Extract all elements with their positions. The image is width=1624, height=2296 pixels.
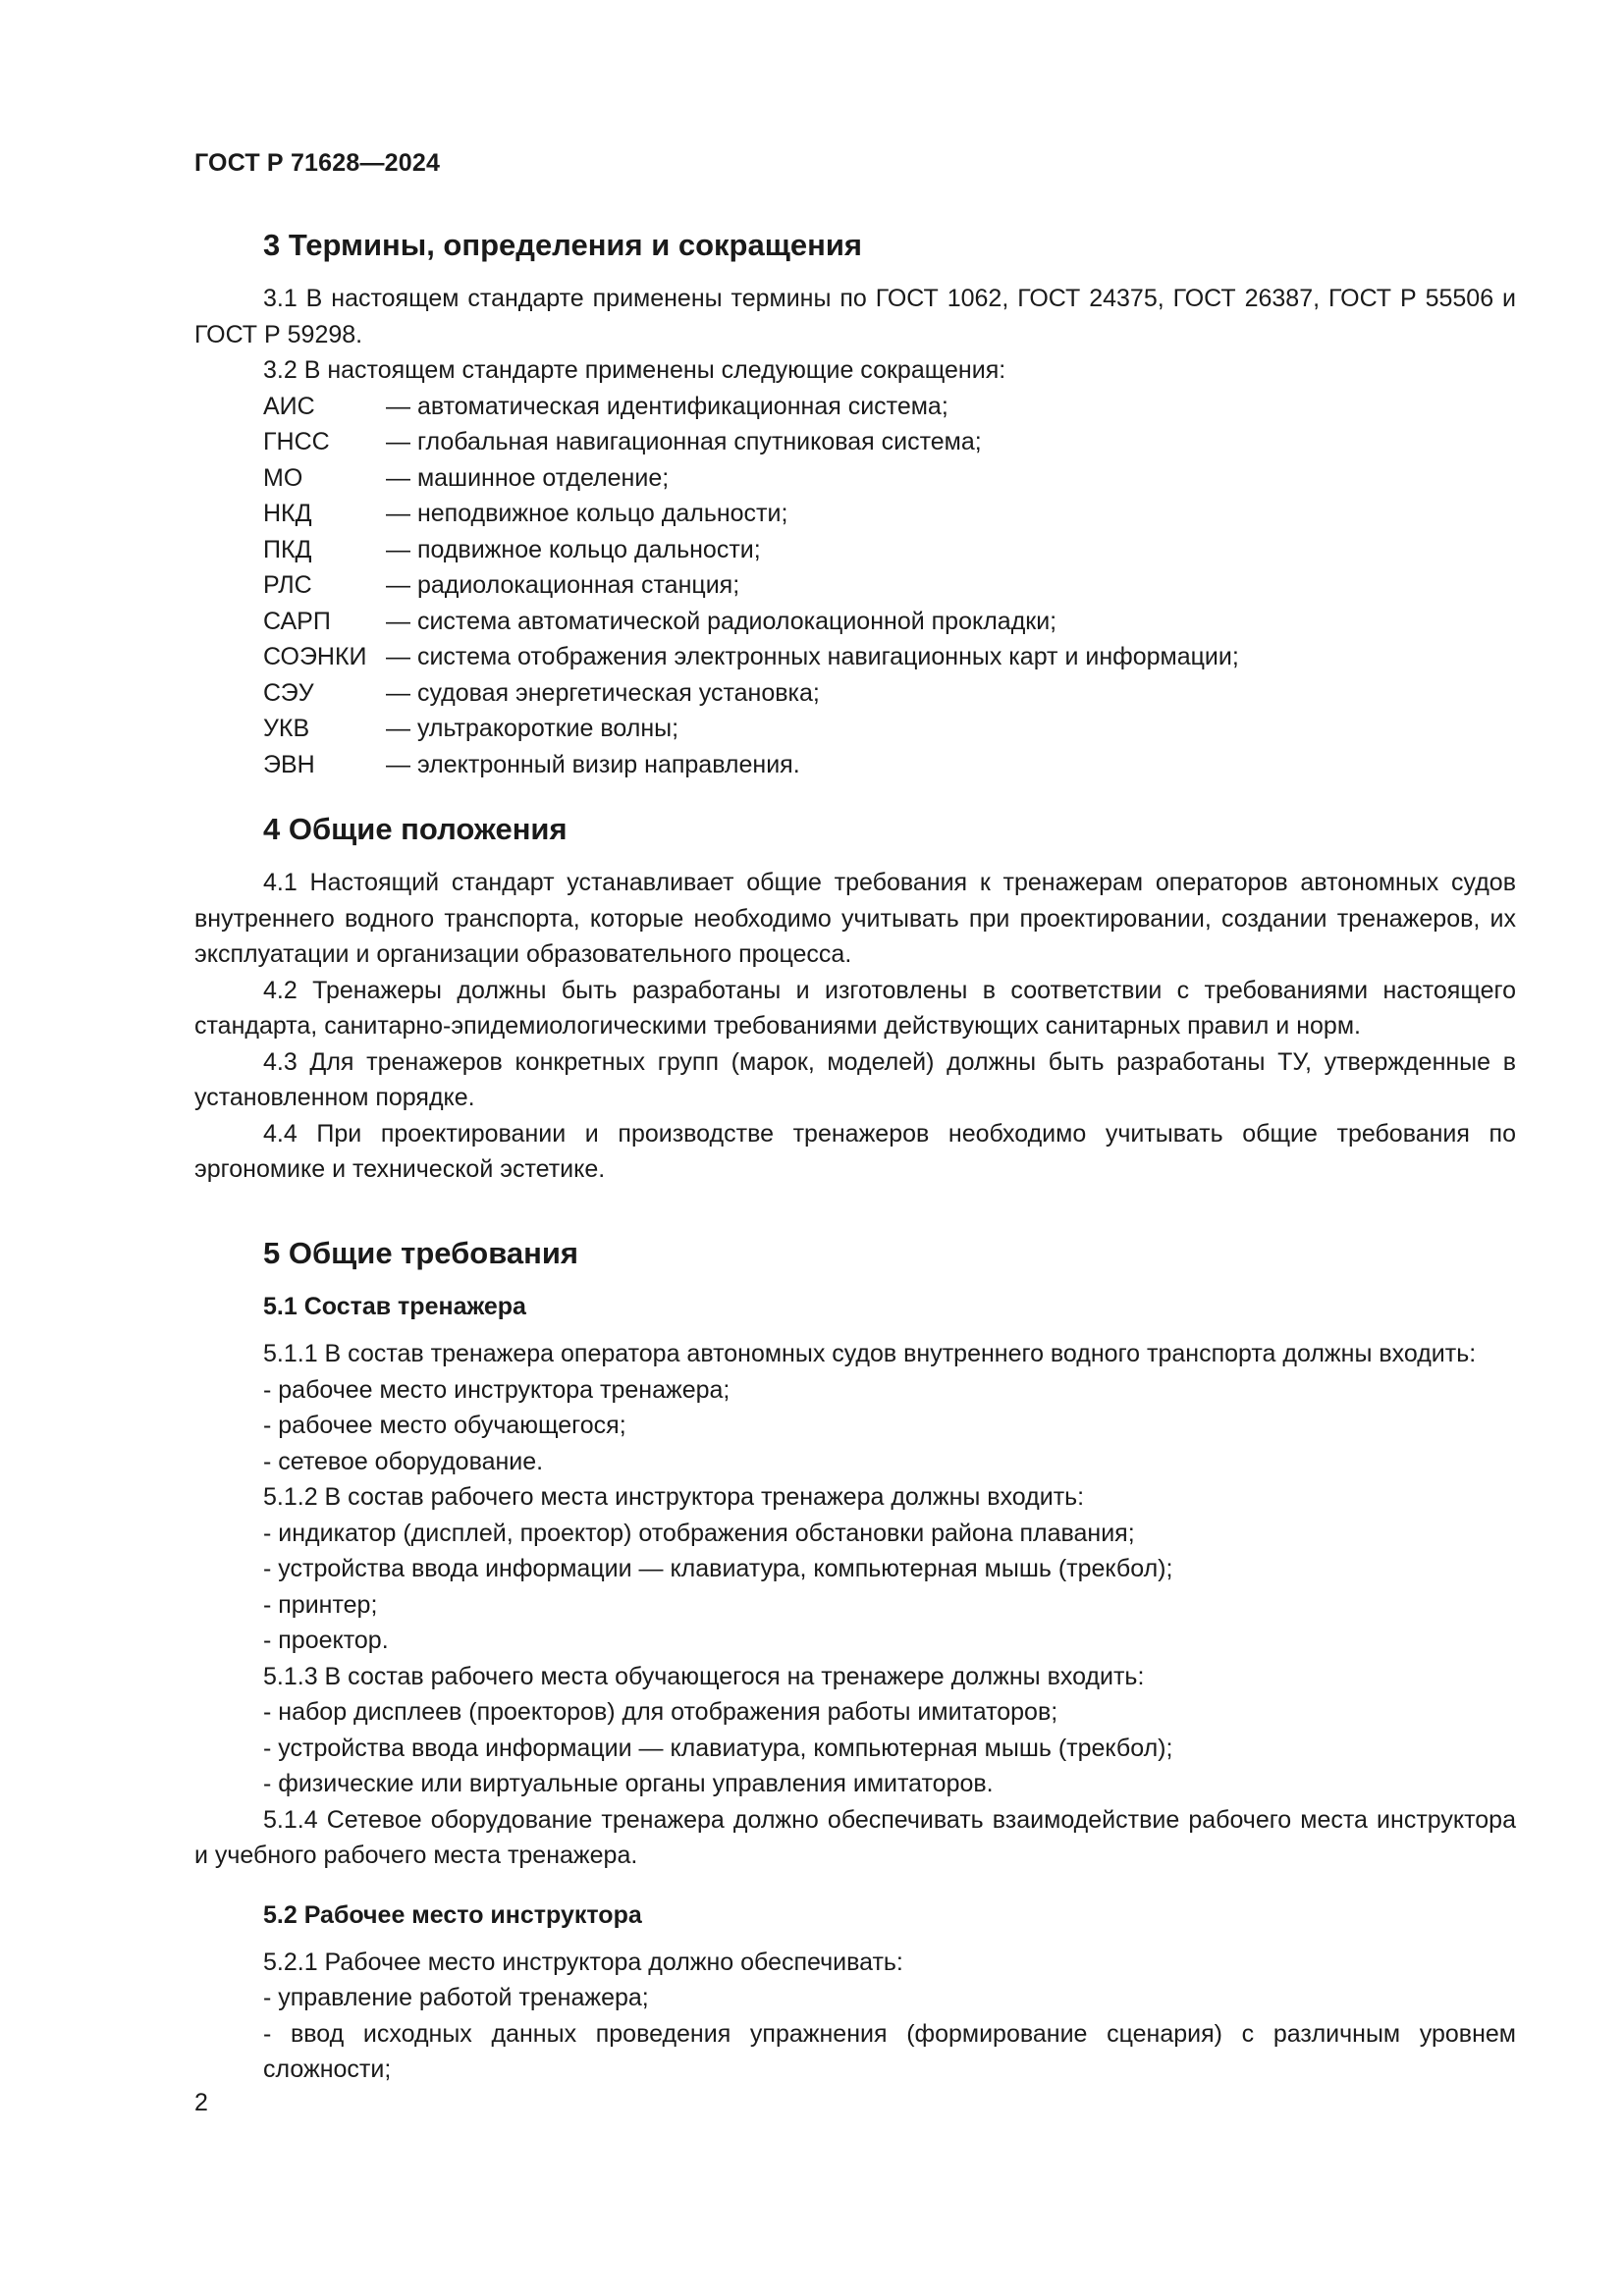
abbreviation-row bbox=[194, 747, 1516, 783]
list-item: - сетевое оборудование. bbox=[263, 1447, 544, 1475]
paragraph-3-1: 3.1 В настоящем стандарте применены термины по ГОСТ 1062, ГОСТ 24375, ГОСТ 26387, ГОСТ Р 55506 и ГОСТ Р 59298. bbox=[194, 285, 1516, 348]
abbreviation-row bbox=[194, 675, 1516, 712]
abbreviation-definition: — неподвижное кольцо дальности; bbox=[386, 500, 788, 527]
abbreviation-definition: — электронный визир направления. bbox=[386, 750, 800, 778]
section-5 bbox=[194, 1234, 1516, 2088]
abbreviation: СЭУ bbox=[263, 678, 314, 707]
list-item: - управление работой тренажера; bbox=[263, 1984, 649, 2011]
section-3 bbox=[194, 226, 1516, 782]
abbreviation: САРП bbox=[263, 607, 331, 635]
paragraph-3-2: 3.2 В настоящем стандарте применены следующие сокращения: bbox=[263, 356, 1006, 384]
abbreviation: ЭВН bbox=[263, 750, 315, 778]
abbreviation: ГНСС bbox=[263, 428, 330, 455]
abbreviation-row bbox=[194, 567, 1516, 604]
list-item: - индикатор (дисплей, проектор) отображения обстановки района плавания; bbox=[263, 1519, 1135, 1547]
paragraph-5-1-1: 5.1.1 В состав тренажера оператора автономных судов внутреннего водного транспорта должны входить: bbox=[263, 1340, 1477, 1367]
abbreviation: НКД bbox=[263, 500, 312, 527]
list-item: - рабочее место инструктора тренажера; bbox=[263, 1375, 731, 1404]
abbreviation: РЛС bbox=[263, 571, 312, 599]
list-item: - проектор. bbox=[263, 1627, 389, 1654]
abbreviation-row bbox=[194, 711, 1516, 747]
abbreviation: МО bbox=[263, 463, 303, 492]
subsection-5-1-title: 5.1 Состав тренажера bbox=[263, 1293, 526, 1320]
paragraph-5-1-4: 5.1.4 Сетевое оборудование тренажера должно обеспечивать взаимодействие рабочего места инструктора и учебного рабочего места тренажера. bbox=[194, 1805, 1516, 1869]
subsection-5-2-title: 5.2 Рабочее место инструктора bbox=[263, 1900, 642, 1929]
abbreviation-definition: — радиолокационная станция; bbox=[386, 571, 740, 599]
abbreviation: УКВ bbox=[263, 715, 310, 742]
list-item: - физические или виртуальные органы управления имитаторов. bbox=[263, 1770, 994, 1797]
list-item: - ввод исходных данных проведения упражнения (формирование сценария) с различным уровнем сложности; bbox=[263, 2019, 1516, 2083]
abbreviation-row bbox=[194, 496, 1516, 532]
list-item: - принтер; bbox=[263, 1590, 378, 1619]
abbreviation-definition: — система автоматической радиолокационной прокладки; bbox=[386, 607, 1057, 635]
paragraph-4-2: 4.2 Тренажеры должны быть разработаны и изготовлены в соответствии с требованиями настоящего стандарта, санитарно-эпидемиологическими требованиями действующих санитарных правил и норм. bbox=[194, 976, 1516, 1040]
list-item: - устройства ввода информации — клавиатура, компьютерная мышь (трекбол); bbox=[263, 1734, 1173, 1762]
paragraph-5-2-1: 5.2.1 Рабочее место инструктора должно обеспечивать: bbox=[263, 1948, 903, 1976]
abbreviation-definition: — ультракороткие волны; bbox=[386, 715, 679, 742]
abbreviation-row bbox=[194, 639, 1516, 675]
abbreviation-definition: — система отображения электронных навигационных карт и информации; bbox=[386, 643, 1239, 670]
abbreviation-definition: — глобальная навигационная спутниковая система; bbox=[386, 428, 982, 455]
abbreviation: ПКД bbox=[263, 535, 312, 563]
abbreviation-definition: — автоматическая идентификационная система; bbox=[386, 392, 948, 420]
document-code-header: ГОСТ Р 71628—2024 bbox=[194, 149, 441, 177]
paragraph-5-1-3: 5.1.3 В состав рабочего места обучающегося на тренажере должны входить: bbox=[263, 1662, 1145, 1690]
abbreviation-definition: — подвижное кольцо дальности; bbox=[386, 535, 761, 563]
abbreviation-row bbox=[194, 424, 1516, 460]
section-5-title: 5 Общие требования bbox=[263, 1236, 578, 1270]
abbreviation-row bbox=[194, 604, 1516, 640]
abbreviation-row bbox=[194, 532, 1516, 568]
list-item: - рабочее место обучающегося; bbox=[263, 1412, 626, 1439]
abbreviation-definition: — машинное отделение; bbox=[386, 463, 670, 492]
section-4-title: 4 Общие положения bbox=[263, 812, 568, 846]
abbreviation-definition: — судовая энергетическая установка; bbox=[386, 678, 820, 707]
abbreviation-row bbox=[194, 460, 1516, 497]
list-item: - устройства ввода информации — клавиатура, компьютерная мышь (трекбол); bbox=[263, 1555, 1173, 1582]
abbreviation: СОЭНКИ bbox=[263, 643, 367, 670]
paragraph-5-1-2: 5.1.2 В состав рабочего места инструктора тренажера должны входить: bbox=[263, 1483, 1085, 1511]
abbreviation: АИС bbox=[263, 392, 315, 420]
abbreviation-list bbox=[194, 389, 1516, 783]
list-item: - набор дисплеев (проекторов) для отображения работы имитаторов; bbox=[263, 1698, 1058, 1726]
paragraph-4-3: 4.3 Для тренажеров конкретных групп (марок, моделей) должны быть разработаны ТУ, утвержденные в установленном порядке. bbox=[194, 1047, 1516, 1111]
paragraph-4-4: 4.4 При проектировании и производстве тренажеров необходимо учитывать общие требования по эргономике и технической эстетике. bbox=[194, 1119, 1516, 1183]
paragraph-4-1: 4.1 Настоящий стандарт устанавливает общие требования к тренажерам операторов автономных судов внутреннего водного транспорта, которые необходимо учитывать при проектировании, создании тренажеров, их эксплуатации и организации образовательного процесса. bbox=[194, 869, 1516, 968]
section-3-title: 3 Термины, определения и сокращения bbox=[263, 228, 862, 262]
section-4 bbox=[194, 810, 1516, 1188]
abbreviation-row bbox=[194, 389, 1516, 425]
page-number: 2 bbox=[194, 2089, 208, 2116]
